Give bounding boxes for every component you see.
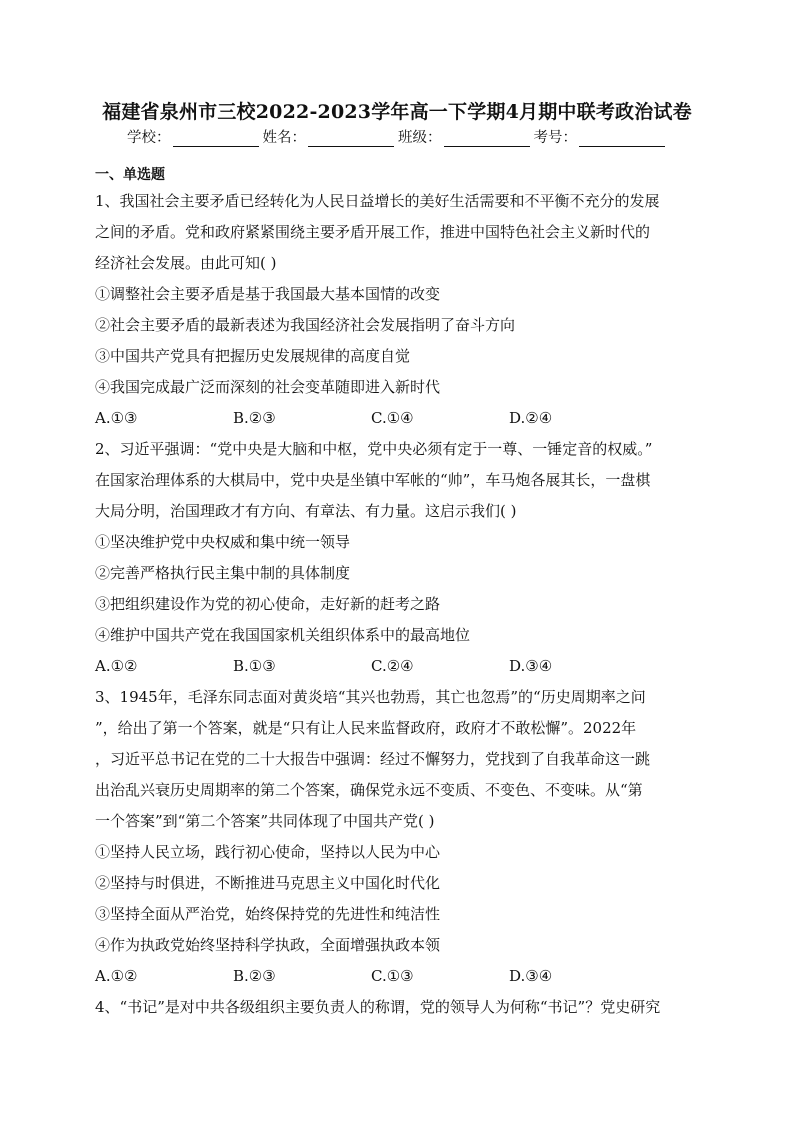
answer-choice-D[interactable]: D.③④ <box>509 967 553 985</box>
answer-choices <box>95 961 701 992</box>
question-option: ④我国完成最广泛而深刻的社会变革随即进入新时代 <box>95 378 441 396</box>
question-option: ①调整社会主要矛盾是基于我国最大基本国情的改变 <box>95 285 441 303</box>
answer-choice-B[interactable]: B.②③ <box>233 967 276 985</box>
question-stem-line: 一个答案”到“第二个答案”共同体现了中国共产党( ) <box>95 812 435 830</box>
answer-choice-A[interactable]: A.①② <box>95 657 138 675</box>
student-info-row <box>0 126 794 147</box>
question-stem-line: 3、1945年，毛泽东同志面对黄炎培“其兴也勃焉，其亡也忽焉”的“历史周期率之问 <box>95 688 646 706</box>
question-stem-line: ，习近平总书记在党的二十大报告中强调：经过不懈努力，党找到了自我革命这一跳 <box>95 750 651 768</box>
school-blank[interactable] <box>173 131 259 147</box>
answer-choice-C[interactable]: C.①③ <box>371 967 414 985</box>
info-label: 考号： <box>533 130 577 146</box>
question-4 <box>95 992 701 1023</box>
question-stem-line: 4、“书记”是对中共各级组织主要负责人的称谓，党的领导人为何称“书记”？党史研究 <box>95 998 661 1016</box>
question-2 <box>95 434 701 682</box>
question-3 <box>95 682 701 992</box>
question-option: ③坚持全面从严治党，始终保持党的先进性和纯洁性 <box>95 905 441 923</box>
answer-choice-B[interactable]: B.①③ <box>233 657 276 675</box>
info-label: 姓名： <box>262 130 306 146</box>
question-stem-line: 2、习近平强调：“党中央是大脑和中枢，党中央必须有定于一尊、一锤定音的权威。” <box>95 440 653 458</box>
info-label: 学校： <box>127 130 171 146</box>
question-option: ③把组织建设作为党的初心使命，走好新的赶考之路 <box>95 595 441 613</box>
name-blank[interactable] <box>308 131 394 147</box>
question-stem-line: 经济社会发展。由此可知( ) <box>95 254 277 272</box>
info-name <box>263 126 397 147</box>
class-blank[interactable] <box>444 131 530 147</box>
answer-choice-B[interactable]: B.②③ <box>233 409 276 427</box>
answer-choice-D[interactable]: D.③④ <box>509 657 553 675</box>
info-school <box>127 126 261 147</box>
answer-choices <box>95 651 701 682</box>
question-option: ②完善严格执行民主集中制的具体制度 <box>95 564 351 582</box>
answer-choice-D[interactable]: D.②④ <box>509 409 553 427</box>
answer-choice-A[interactable]: A.①③ <box>95 409 138 427</box>
question-option: ④维护中国共产党在我国国家机关组织体系中的最高地位 <box>95 626 471 644</box>
question-stem-line: 之间的矛盾。党和政府紧紧围绕主要矛盾开展工作，推进中国特色社会主义新时代的 <box>95 223 651 241</box>
question-stem-line: 1、我国社会主要矛盾已经转化为人民日益增长的美好生活需要和不平衡不充分的发展 <box>95 192 660 210</box>
section-title: 一、单选题 <box>95 167 165 183</box>
question-option: ②坚持与时俱进，不断推进马克思主义中国化时代化 <box>95 874 441 892</box>
question-1 <box>95 186 701 434</box>
answer-choices <box>95 403 701 434</box>
question-list <box>95 186 701 1023</box>
question-option: ②社会主要矛盾的最新表述为我国经济社会发展指明了奋斗方向 <box>95 316 516 334</box>
question-option: ①坚决维护党中央权威和集中统一领导 <box>95 533 351 551</box>
answer-choice-C[interactable]: C.②④ <box>371 657 414 675</box>
question-stem-line: 在国家治理体系的大棋局中，党中央是坐镇中军帐的“帅”，车马炮各展其长，一盘棋 <box>95 471 651 489</box>
question-option: ①坚持人民立场，践行初心使命，坚持以人民为中心 <box>95 843 441 861</box>
exam-content <box>95 164 701 1023</box>
answer-choice-C[interactable]: C.①④ <box>371 409 414 427</box>
question-stem-line: 大局分明，治国理政才有方向、有章法、有力量。这启示我们( ) <box>95 502 517 520</box>
question-stem-line: 出治乱兴衰历史周期率的第二个答案，确保党永远不变质、不变色、不变味。从“第 <box>95 781 643 799</box>
question-stem-line: ”，给出了第一个答案，就是“只有让人民来监督政府，政府才不敢松懈”。2022年 <box>95 719 637 737</box>
answer-choice-A[interactable]: A.①② <box>95 967 138 985</box>
exam-number-blank[interactable] <box>579 131 665 147</box>
info-class <box>398 126 532 147</box>
question-option: ③中国共产党具有把握历史发展规律的高度自觉 <box>95 347 411 365</box>
info-label: 班级： <box>398 130 442 146</box>
question-option: ④作为执政党始终坚持科学执政，全面增强执政本领 <box>95 936 441 954</box>
exam-title: 福建省泉州市三校2022-2023学年高一下学期4月期中联考政治试卷 <box>102 101 692 123</box>
info-exam-number <box>534 126 668 147</box>
